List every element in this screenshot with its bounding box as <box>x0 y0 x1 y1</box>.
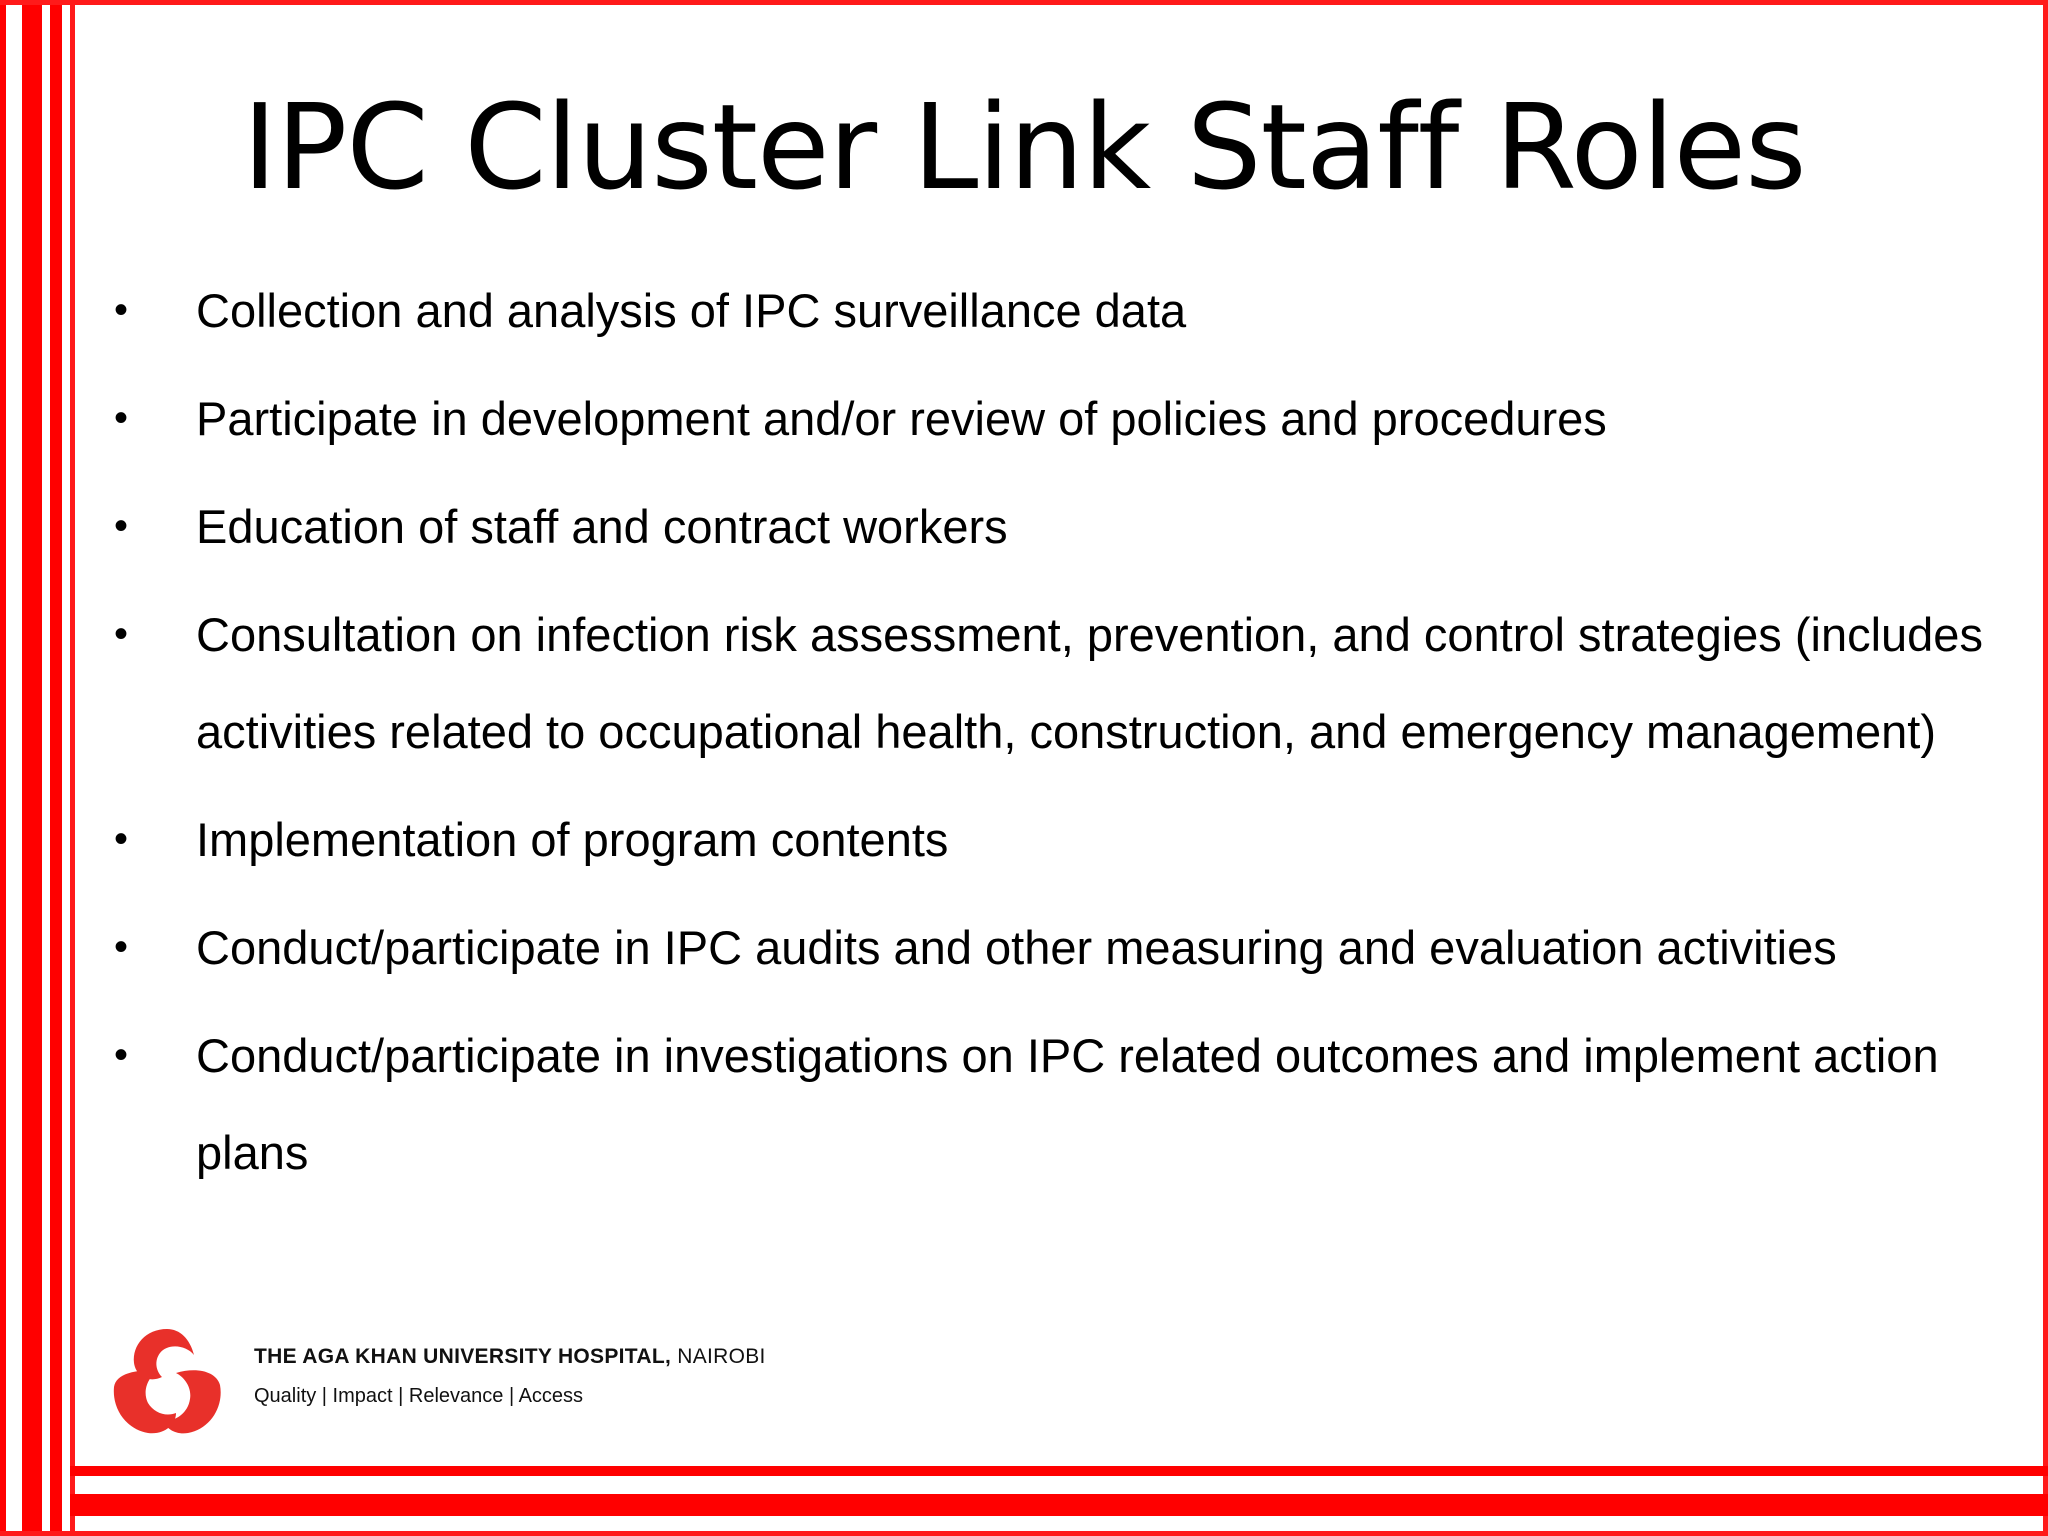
list-item <box>114 586 2014 780</box>
bullet-icon: • <box>114 288 129 332</box>
frame-right-line <box>2043 0 2048 1536</box>
aga-khan-logo-icon <box>106 1325 228 1437</box>
list-item <box>114 262 2014 359</box>
frame-bottom-line <box>0 1531 2048 1536</box>
bullet-icon: • <box>114 817 129 861</box>
bullet-list <box>114 262 2014 1212</box>
bullet-icon: • <box>114 925 129 969</box>
bullet-icon: • <box>114 612 129 656</box>
bullet-text: Conduct/participate in investigations on IPC related outcomes and implement action plans <box>196 1029 1939 1179</box>
org-name <box>254 1345 766 1369</box>
org-name-city: NAIROBI <box>671 1345 766 1368</box>
list-item <box>114 791 2014 888</box>
list-item <box>114 899 2014 996</box>
bullet-text: Implementation of program contents <box>196 813 949 866</box>
frame-bottom-bar-1 <box>70 1466 2048 1476</box>
bullet-icon: • <box>114 1033 129 1077</box>
bullet-text: Collection and analysis of IPC surveillance data <box>196 284 1187 337</box>
org-name-main: THE AGA KHAN UNIVERSITY HOSPITAL, <box>254 1345 672 1368</box>
footer-logo-block <box>106 1325 866 1445</box>
frame-left-bar-3 <box>70 0 75 1536</box>
frame-bottom-bar-2 <box>70 1494 2048 1516</box>
frame-left-bar-2 <box>50 0 62 1536</box>
frame-top-line <box>0 0 2048 5</box>
org-tagline: Quality | Impact | Relevance | Access <box>254 1385 584 1407</box>
bullet-icon: • <box>114 396 129 440</box>
bullet-text: Conduct/participate in IPC audits and other measuring and evaluation activities <box>196 921 1837 974</box>
list-item <box>114 478 2014 575</box>
list-item <box>114 1007 2014 1201</box>
slide-title: IPC Cluster Link Staff Roles <box>242 78 1806 216</box>
bullet-text: Consultation on infection risk assessment, prevention, and control strategies (includes activities related to occupational health, construction, and emergency management) <box>196 608 1983 758</box>
frame-left-bar-outer <box>0 0 6 1536</box>
bullet-text: Education of staff and contract workers <box>196 500 1008 553</box>
bullet-icon: • <box>114 504 129 548</box>
bullet-text: Participate in development and/or review of policies and procedures <box>196 392 1607 445</box>
frame-left-bar-1 <box>22 0 42 1536</box>
list-item <box>114 370 2014 467</box>
